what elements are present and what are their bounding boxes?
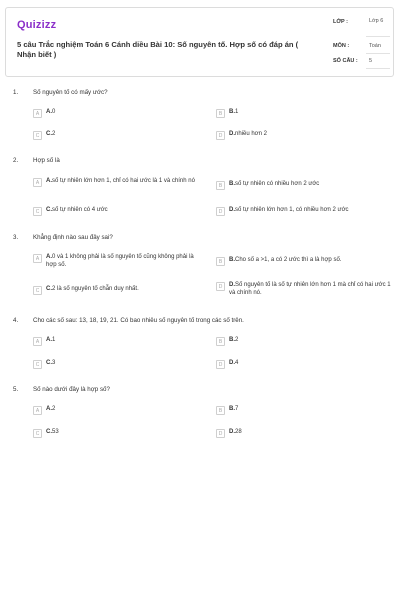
option-box: C (33, 131, 42, 140)
option-text: 0 và 1 không phải là số nguyên tố cũng không phải là hợp số. (46, 254, 194, 268)
option-letter: D. (229, 429, 235, 435)
option-text: nhiều hơn 2 (235, 131, 267, 137)
option-d[interactable] (216, 429, 386, 438)
option-text: 2 (52, 131, 56, 137)
option-box: D (216, 282, 225, 291)
option-box: A (33, 337, 42, 346)
option-c[interactable] (33, 131, 203, 140)
class-underline (366, 36, 390, 37)
quizizz-logo: Quizizz (17, 19, 57, 31)
option-text: Cho số a >1, a có 2 ước thì a là hợp số. (235, 257, 342, 263)
option-letter: B. (229, 257, 235, 263)
option-box: A (33, 109, 42, 118)
option-box: C (33, 429, 42, 438)
option-box: D (216, 360, 225, 369)
option-text: số tự nhiên lớn hơn 1, chỉ có hai ước là 1 và chính nó (52, 178, 195, 184)
option-c[interactable] (33, 207, 203, 216)
worksheet-header (5, 7, 394, 77)
option-d[interactable] (216, 360, 386, 369)
option-text: 1 (52, 337, 56, 343)
class-value: Lớp 6 (369, 18, 384, 24)
option-letter: B. (229, 109, 235, 115)
question-number: 2. (13, 157, 19, 164)
option-a[interactable] (33, 337, 203, 346)
option-letter: B. (229, 406, 235, 412)
subject-value: Toán (369, 43, 381, 49)
option-letter: C. (46, 286, 52, 292)
option-d[interactable] (216, 207, 394, 216)
option-letter: A. (46, 337, 52, 343)
option-box: A (33, 254, 42, 263)
option-box: A (33, 178, 42, 187)
option-text: Số nguyên tố là số tự nhiên lớn hơn 1 mà chỉ có hai ước 1 và chính nó. (229, 282, 391, 296)
option-text: 7 (235, 406, 239, 412)
option-letter: C. (46, 429, 52, 435)
option-a[interactable] (33, 406, 203, 415)
option-box: D (216, 131, 225, 140)
count-underline (366, 68, 390, 69)
option-c[interactable] (33, 360, 203, 369)
option-box: B (216, 109, 225, 118)
subject-underline (366, 53, 390, 54)
option-b[interactable] (216, 181, 391, 190)
option-a[interactable] (33, 109, 203, 118)
option-letter: D. (229, 131, 235, 137)
option-a[interactable] (33, 178, 213, 187)
option-box: A (33, 406, 42, 415)
option-text: 3 (52, 360, 56, 366)
option-d[interactable] (216, 131, 386, 140)
option-letter: D. (229, 282, 235, 288)
option-text: 0 (52, 109, 56, 115)
option-box: D (216, 429, 225, 438)
option-letter: D. (229, 207, 235, 213)
question-text: Cho các số sau: 13, 18, 19, 21. Có bao nhiêu số nguyên tố trong các số trên. (33, 317, 244, 324)
option-c[interactable] (33, 286, 205, 295)
question-number: 5. (13, 386, 19, 393)
option-text: số tự nhiên có nhiều hơn 2 ước (235, 181, 320, 187)
option-letter: D. (229, 360, 235, 366)
option-letter: A. (46, 254, 52, 260)
option-box: C (33, 286, 42, 295)
worksheet-title: 5 câu Trắc nghiệm Toán 6 Cánh diều Bài 10: Số nguyên tố. Hợp số có đáp án ( Nhận biết ) (17, 40, 299, 59)
count-value: 5 (369, 58, 373, 64)
option-b[interactable] (216, 337, 386, 346)
option-b[interactable] (216, 109, 386, 118)
option-letter: C. (46, 207, 52, 213)
option-c[interactable] (33, 429, 203, 438)
option-b[interactable] (216, 257, 391, 266)
option-text: số tự nhiên có 4 ước (52, 207, 108, 213)
option-d[interactable] (216, 282, 391, 297)
option-letter: A. (46, 406, 52, 412)
option-box: B (216, 406, 225, 415)
option-text: 2 (235, 337, 239, 343)
option-text: 1 (235, 109, 239, 115)
option-letter: A. (46, 178, 52, 184)
option-letter: B. (229, 181, 235, 187)
count-label: SỐ CÂU : (333, 58, 358, 64)
question-text: Hợp số là (33, 157, 60, 164)
option-box: C (33, 360, 42, 369)
question-text: Khẳng định nào sau đây sai? (33, 234, 113, 241)
option-text: 2 là số nguyên tố chẵn duy nhất. (52, 286, 139, 292)
option-letter: C. (46, 131, 52, 137)
question-number: 1. (13, 89, 19, 96)
option-text: 53 (52, 429, 59, 435)
question-text: Số nào dưới đây là hợp số? (33, 386, 110, 393)
question-text: Số nguyên tố có mấy ước? (33, 89, 108, 96)
option-a[interactable] (33, 254, 205, 269)
option-box: B (216, 181, 225, 190)
question-number: 3. (13, 234, 19, 241)
option-text: 2 (52, 406, 56, 412)
option-text: 28 (235, 429, 242, 435)
option-letter: C. (46, 360, 52, 366)
option-text: 4 (235, 360, 239, 366)
option-box: D (216, 207, 225, 216)
option-b[interactable] (216, 406, 386, 415)
subject-label: MÔN : (333, 43, 350, 49)
question-number: 4. (13, 317, 19, 324)
option-box: C (33, 207, 42, 216)
class-label: LỚP : (333, 19, 348, 25)
option-box: B (216, 257, 225, 266)
option-box: B (216, 337, 225, 346)
option-text: số tự nhiên lớn hơn 1, có nhiều hơn 2 ước (235, 207, 349, 213)
option-letter: B. (229, 337, 235, 343)
option-letter: A. (46, 109, 52, 115)
